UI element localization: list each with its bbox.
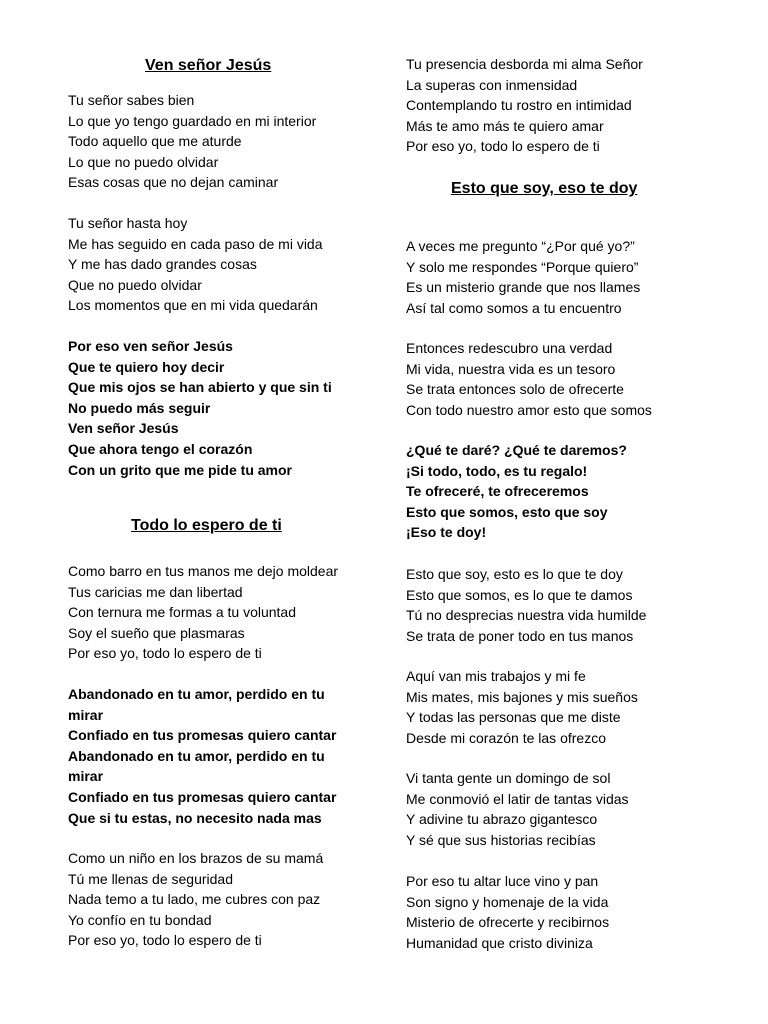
lyric-line: Más te amo más te quiero amar [406,117,604,134]
lyric-line: Como un niño en los brazos de su mamá [68,850,324,866]
lyric-line: ¡Eso te doy! [406,524,487,541]
lyric-line: Mi vida, nuestra vida es un tesoro [406,360,616,377]
lyric-line: Y todas las personas que me diste [406,709,621,726]
lyric-line: Misterio de ofrecerte y recibirnos [406,914,610,931]
lyric-line: Y solo me respondes “Porque quiero” [406,258,639,275]
lyric-line: Que no puedo olvidar [68,276,202,293]
lyric-line: Tú no desprecias nuestra vida humilde [406,607,647,624]
lyric-line: Me has seguido en cada paso de mi vida [68,235,323,252]
lyric-line: Ven señor Jesús [68,420,179,437]
lyric-line: Son signo y homenaje de la vida [406,893,609,910]
lyric-line: Es un misterio grande que nos llames [406,279,641,296]
lyric-line: Se trata de poner todo en tus manos [406,627,634,644]
song-title-ven-senor-jesus: Ven señor Jesús [145,57,272,74]
chorus [406,440,746,543]
lyric-line: Por eso yo, todo lo espero de ti [68,645,262,662]
lyric-line: Por eso tu altar luce vino y pan [406,873,599,889]
lyric-line: Los momentos que en mi vida quedarán [68,297,318,314]
song-title-esto-que-soy: Esto que soy, eso te doy [451,180,638,197]
lyric-line: Que te quiero hoy decir [68,358,225,375]
lyric-line: Que ahora tengo el corazón [68,440,253,457]
lyric-line: Se trata entonces solo de ofrecerte [406,381,624,398]
lyric-line: Tu señor hasta hoy [68,215,188,231]
lyric-line: Confiado en tus promesas quiero cantar [68,727,337,744]
lyric-line: Vi tanta gente un domingo de sol [406,770,611,786]
lyric-line: Y me has dado grandes cosas [68,256,257,273]
lyric-line: Desde mi corazón te las ofrezco [406,729,606,746]
lyric-line: Y adivine tu abrazo gigantesco [406,811,598,828]
lyric-line: Humanidad que cristo diviniza [406,934,593,951]
lyric-line: Y sé que sus historias recibías [406,831,596,848]
stanza [406,564,746,646]
lyric-line: Soy el sueño que plasmaras [68,624,245,641]
stanza [406,236,746,318]
lyric-line: Así tal como somos a tu encuentro [406,299,622,316]
lyric-line: Por eso ven señor Jesús [68,338,233,354]
lyric-line: Con ternura me formas a tu voluntad [68,604,297,621]
lyric-line: Esto que soy, esto es lo que te doy [406,566,623,582]
lyric-line: Todo aquello que me aturde [68,133,242,150]
lyric-line: Nada temo a tu lado, me cubres con paz [68,891,321,908]
stanza [68,848,368,951]
lyric-line: Entonces redescubro una verdad [406,340,613,356]
lyric-line: Por eso yo, todo lo espero de ti [68,932,262,949]
song-title-todo-lo-espero-de-ti: Todo lo espero de ti [131,517,282,534]
lyric-line: ¿Qué te daré? ¿Qué te daremos? [406,442,627,458]
lyric-line: Como barro en tus manos me dejo moldear [68,563,339,579]
stanza [406,338,746,420]
lyric-line: Lo que yo tengo guardado en mi interior [68,112,317,129]
lyric-line: Tu presencia desborda mi alma Señor [406,56,643,72]
lyric-line: Esas cosas que no dejan caminar [68,174,279,191]
lyric-line: Lo que no puedo olvidar [68,153,219,170]
lyric-line: Por eso yo, todo lo espero de ti [406,138,600,155]
lyric-line: A veces me pregunto “¿Por qué yo?” [406,238,635,254]
lyric-line: Confiado en tus promesas quiero cantar [68,788,337,805]
lyric-line: Tus caricias me dan libertad [68,583,243,600]
lyric-line: Con un grito que me pide tu amor [68,461,292,478]
lyric-line: Esto que somos, esto que soy [406,503,608,520]
lyric-line: Contemplando tu rostro en intimidad [406,97,632,114]
lyric-line: Abandonado en tu amor, perdido en tu mirar [68,747,325,785]
stanza [406,871,746,953]
stanza [68,90,368,193]
lyric-line: No puedo más seguir [68,399,211,416]
stanza [68,561,368,664]
stanza [68,213,368,316]
lyric-line: Que mis ojos se han abierto y que sin ti [68,379,332,396]
lyric-line: Mis mates, mis bajones y mis sueños [406,688,638,705]
lyric-line: ¡Si todo, todo, es tu regalo! [406,462,588,479]
lyric-line: Yo confío en tu bondad [68,911,212,928]
stanza [406,666,746,748]
chorus [68,336,368,480]
lyric-line: Que si tu estas, no necesito nada mas [68,809,322,826]
lyric-line: Esto que somos, es lo que te damos [406,586,633,603]
lyric-line: Tú me llenas de seguridad [68,870,233,887]
lyric-line: Te ofreceré, te ofreceremos [406,483,589,500]
chorus [68,684,358,828]
lyric-line: La superas con inmensidad [406,76,578,93]
lyric-line: Me conmovió el latir de tantas vidas [406,790,629,807]
lyric-line: Aquí van mis trabajos y mi fe [406,668,586,684]
lyric-line: Con todo nuestro amor esto que somos [406,401,652,418]
lyric-line: Tu señor sabes bien [68,92,195,108]
stanza [406,54,746,157]
stanza [406,768,746,850]
lyric-line: Abandonado en tu amor, perdido en tu mirar [68,686,325,723]
